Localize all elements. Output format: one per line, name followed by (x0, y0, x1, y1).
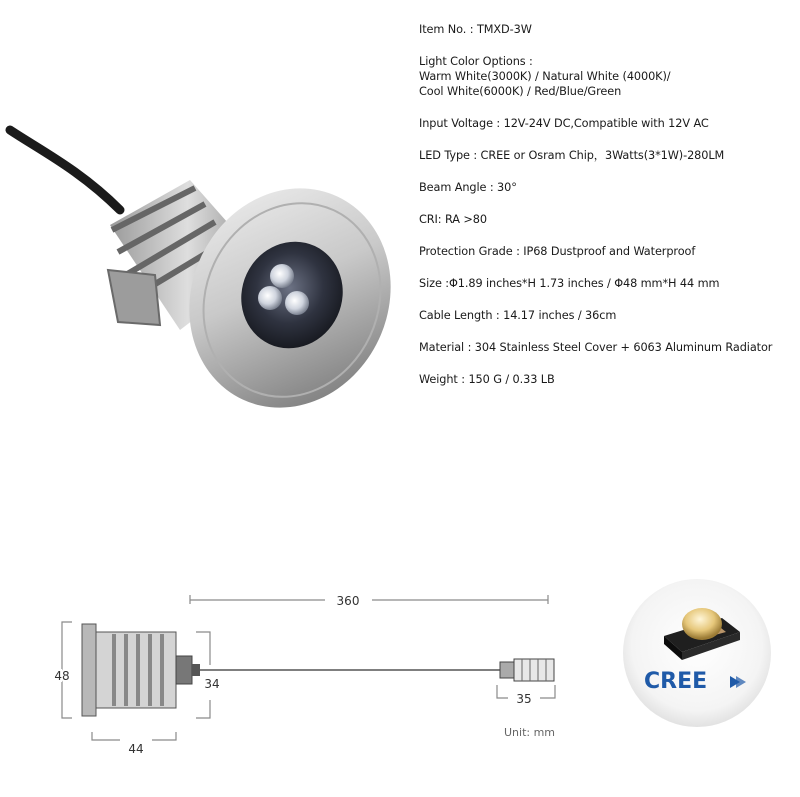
cri: CRI: RA >80 (419, 213, 487, 226)
item-number: Item No. : TMXD-3W (419, 23, 532, 36)
input-voltage: Input Voltage : 12V-24V DC,Compatible with 12V AC (419, 117, 709, 130)
light-color-title: Light Color Options : (419, 55, 533, 68)
cree-logo: CREE (644, 669, 708, 694)
led-chip (285, 291, 309, 315)
flange-drawing (82, 624, 96, 716)
radiator-drawing (96, 632, 200, 708)
size: Size :Φ1.89 inches*H 1.73 inches / Φ48 mm*H 44 mm (419, 277, 720, 290)
dimension-cable-length: 360 (336, 594, 360, 608)
led-chip (270, 264, 294, 288)
dimension-height: 48 (54, 669, 70, 683)
spec-list (419, 22, 797, 387)
material: Material : 304 Stainless Steel Cover + 6063 Aluminum Radiator (419, 341, 773, 354)
protection-grade: Protection Grade : IP68 Dustproof and Waterproof (419, 245, 696, 258)
dimension-radiator-diameter: 34 (204, 677, 220, 691)
weight: Weight : 150 G / 0.33 LB (419, 373, 555, 386)
dimension-width: 44 (128, 742, 144, 756)
led-chip (258, 286, 282, 310)
cree-badge (622, 578, 772, 728)
dimension-diagram (0, 560, 600, 790)
unit-label: Unit: mm (504, 726, 556, 739)
led-type: LED Type : CREE or Osram Chip，3Watts(3*1W)-280LM (419, 149, 725, 162)
beam-angle: Beam Angle : 30° (419, 181, 517, 194)
product-photo (0, 100, 410, 430)
connector-drawing (500, 659, 554, 681)
light-color-line: Warm White(3000K) / Natural White (4000K)/ (419, 70, 671, 83)
cable-length: Cable Length : 14.17 inches / 36cm (419, 309, 617, 322)
dimension-connector-length: 35 (516, 692, 532, 706)
light-color-line: Cool White(6000K) / Red/Blue/Green (419, 85, 622, 98)
